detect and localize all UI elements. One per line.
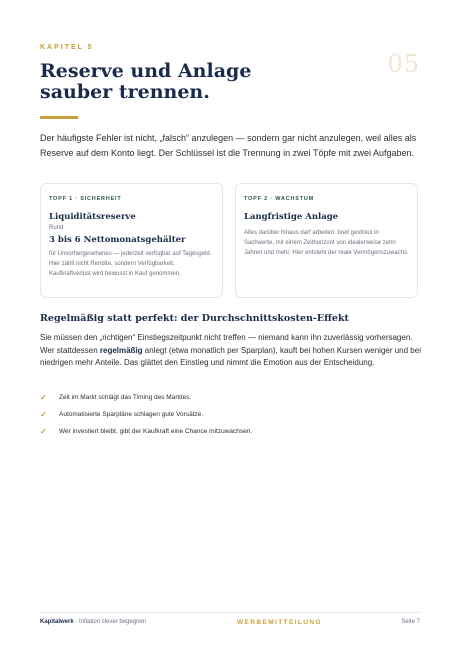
card-title: Langfristige Anlage [244,212,339,222]
footer-divider [40,612,420,613]
page-title: Reserve und Anlage sauber trennen. [40,60,252,103]
check-icon: ✓ [40,393,47,402]
footer-brand-line [40,619,146,625]
checklist-item [40,423,420,440]
footer-disclaimer-label: WERBEMITTEILUNG [237,619,322,626]
card-body: Alles darüber hinaus darf arbeiten: breit gestreut in Sachwerte, mit einem Zeithorizont von idealerweise zehn Jahren und mehr. Hier entsteht der reale Vermögenszuwachs. [244,230,409,256]
section-emphasis: regelmäßig [99,345,143,355]
checklist-item [40,389,420,406]
card-body: für Unvorhergesehenes — jederzeit verfügbar auf Tagesgeld. Hier zählt nicht Rendite, sondern Verfügbarkeit. Kaufkraftverlust wird bewusst in Kauf genommen. [49,251,212,277]
card-tag: TOPF 1 · SICHERHEIT [49,196,122,202]
section-paragraph [40,332,422,370]
card-value: 3 bis 6 Nettomonatsgehälter [49,235,186,245]
card-title: Liquiditätsreserve [49,212,136,222]
checklist-item-text: Automatisierte Sparpläne schlagen gute Vorsätze. [59,411,204,418]
chapter-number: 05 [387,50,420,78]
card-liquidity-reserve [40,183,223,298]
checklist-item [40,406,420,423]
card-small-text: Rund [49,225,64,231]
card-long-term-investment [235,183,418,298]
section-text-start: Sie müssen den „richtigen“ Einstiegszeitpunkt nicht treffen — niemand kann ihn zuverlässig vorhersagen. Wer stattdessen [40,333,413,355]
intro-paragraph: Der häufigste Fehler ist nicht, „falsch“ anzulegen — sondern gar nicht anzulegen, weil alles als Reserve auf dem Konto liegt. Der Schlüssel ist die Trennung in zwei Töpfe mit zwei Aufgaben. [40,133,417,158]
title-underline [40,116,78,119]
check-icon: ✓ [40,427,47,436]
section-heading: Regelmäßig statt perfekt: der Durchschnittskosten-Effekt [40,313,349,324]
card-tag: TOPF 2 · WACHSTUM [244,196,315,202]
checklist [40,389,420,440]
check-icon: ✓ [40,410,47,419]
section-text-end: anlegt (etwa monatlich per Sparplan), kauft bei hohen Kursen weniger und bei niedrigen mehr Anteile. Das glättet den Einstieg und nimmt die Emotion aus der Entscheidung. [40,345,421,367]
checklist-item-text: Zeit im Markt schlägt das Timing des Marktes. [59,394,192,401]
footer-page-number: Seite 7 [401,619,420,625]
checklist-item-text: Wer investiert bleibt, gibt der Kaufkraft eine Chance mitzuwachsen. [59,428,253,435]
chapter-label: KAPITEL 5 [40,44,94,51]
footer-brand: Kapitalwerk [40,619,74,625]
footer-subtitle: · Inflation clever begegnen [73,619,147,625]
